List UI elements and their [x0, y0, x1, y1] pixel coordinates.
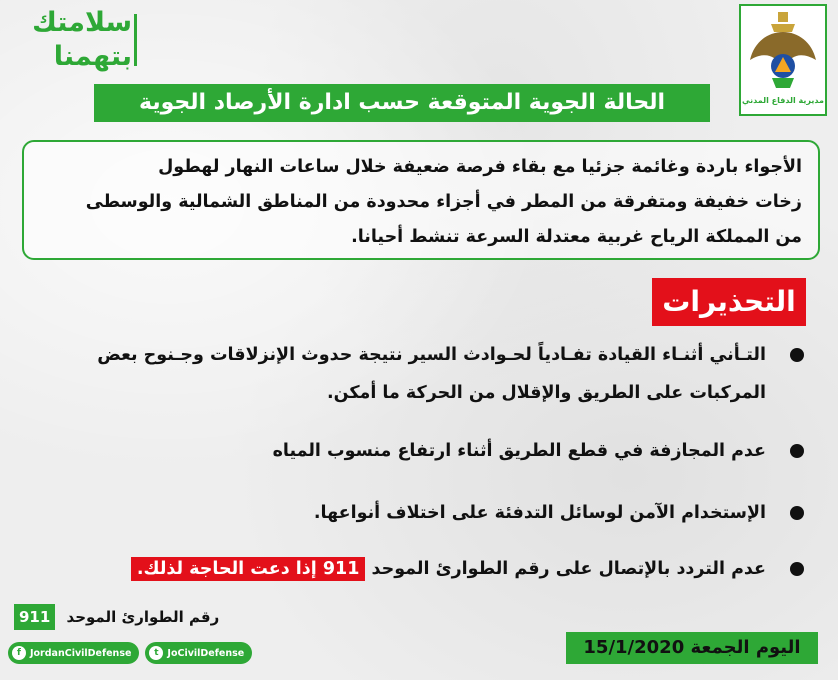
hotline-number: 911	[14, 604, 55, 630]
page-title: الحالة الجوية المتوقعة حسب ادارة الأرصاد الجوية	[94, 84, 710, 122]
slogan	[14, 6, 132, 74]
bullet-icon	[790, 562, 804, 576]
bullet-icon	[790, 348, 804, 362]
twitter-icon: t	[149, 646, 163, 660]
forecast-line-2: زخات خفيفة ومتفرقة من المطر في أجزاء محدودة من المناطق الشمالية والوسطى	[85, 192, 802, 212]
warning-4-text: عدم التردد بالإتصال على رقم الطوارئ الموحد	[371, 559, 766, 579]
slogan-line-1: سلامتك	[32, 7, 132, 38]
social-twitter[interactable]	[145, 642, 252, 664]
date-label: اليوم الجمعة 15/1/2020	[566, 632, 818, 664]
bullet-icon	[790, 444, 804, 458]
forecast-box	[22, 140, 820, 260]
civil-defense-logo	[739, 4, 827, 116]
warning-2-text: عدم المجازفة في قطع الطريق أثناء ارتفاع منسوب المياه	[272, 441, 766, 461]
warning-1-line-1: التـأني أثنـاء القيادة تفـادياً لحـوادث السير نتيجة حدوث الإنزلاقات وجـنوح بعض	[97, 345, 766, 365]
warnings-heading: التحذيرات	[652, 278, 806, 326]
forecast-line-1: الأجواء باردة وغائمة جزئيا مع بقاء فرصة ضعيفة خلال ساعات النهار لهطول	[158, 157, 802, 177]
hotline	[14, 604, 219, 630]
warning-3-text: الإستخدام الآمن لوسائل التدفئة على اختلاف أنواعها.	[313, 503, 766, 523]
warning-item-3	[30, 494, 810, 538]
facebook-icon: f	[12, 646, 26, 660]
warning-item-4	[30, 550, 810, 594]
warning-4-highlight: 911 إذا دعت الحاجة لذلك.	[131, 557, 366, 581]
logo-caption: مديرية الدفاع المدني	[742, 96, 824, 105]
slogan-line-2: بتهمنا	[53, 41, 132, 72]
warnings-list	[30, 336, 810, 594]
social-facebook[interactable]	[8, 642, 139, 664]
social-handle-twitter: JoCivilDefense	[167, 647, 245, 659]
warning-1-line-2: المركبات على الطريق والإقلال من الحركة ما أمكن.	[326, 383, 766, 403]
slogan-divider	[134, 14, 137, 66]
warning-item-1	[30, 336, 810, 426]
social-handle-facebook: JordanCivilDefense	[30, 647, 132, 659]
hotline-label: رقم الطوارئ الموحد	[66, 608, 220, 626]
warning-item-2	[30, 432, 810, 476]
bullet-icon	[790, 506, 804, 520]
eagle-emblem-icon	[748, 10, 818, 94]
social-links	[8, 642, 252, 664]
forecast-line-3: من المملكة الرياح غربية معتدلة السرعة تنشط أحيانا.	[351, 227, 802, 247]
